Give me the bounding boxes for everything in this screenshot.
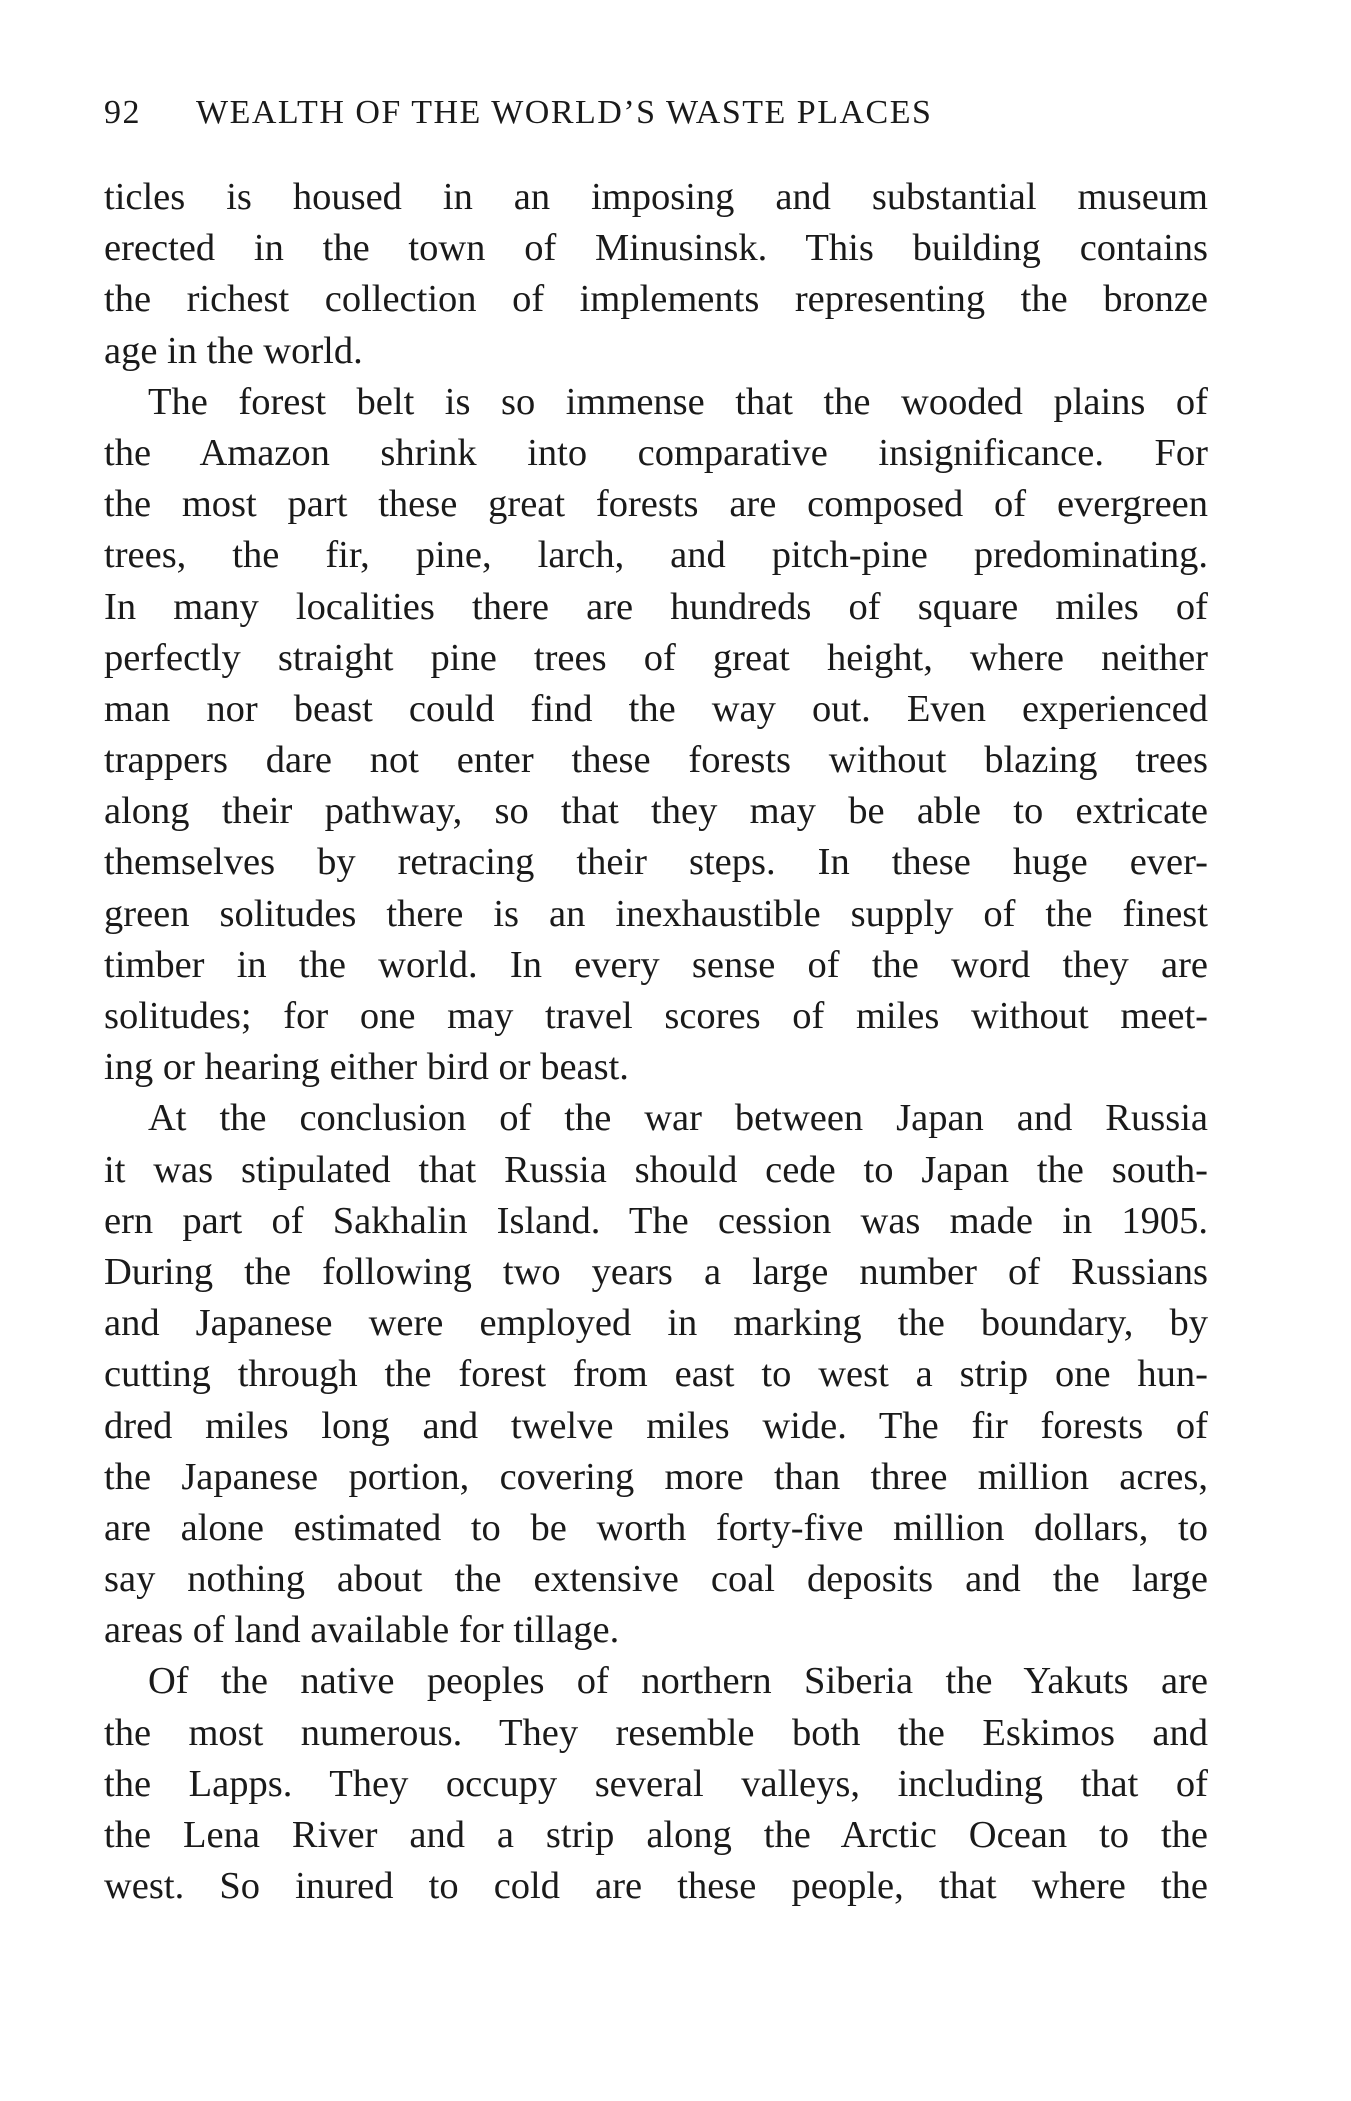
text-line: trappers dare not enter these forests without blazing trees	[104, 739, 1208, 782]
text-line: man nor beast could find the way out. Even experienced	[104, 687, 1208, 730]
text-line: the richest collection of implements representing the bronze	[104, 278, 1208, 321]
text-line: the most part these great forests are composed of evergreen	[104, 483, 1208, 526]
text-line: cutting through the forest from east to west a strip one hun-	[104, 1353, 1208, 1396]
body-text	[104, 172, 1208, 1912]
text-line: west. So inured to cold are these people, that where the	[104, 1865, 1208, 1908]
page-number: 92	[104, 94, 141, 131]
text-line: In many localities there are hundreds of square miles of	[104, 585, 1208, 628]
text-line: say nothing about the extensive coal deposits and the large	[104, 1558, 1208, 1601]
text-line: erected in the town of Minusinsk. This building contains	[104, 227, 1208, 270]
text-line: dred miles long and twelve miles wide. The fir forests of	[104, 1404, 1208, 1447]
text-line: the Lena River and a strip along the Arctic Ocean to the	[104, 1814, 1208, 1856]
text-line: the most numerous. They resemble both the Eskimos and	[104, 1711, 1208, 1754]
text-line: themselves by retracing their steps. In these huge ever-	[104, 841, 1208, 884]
text-line: During the following two years a large number of Russians	[104, 1250, 1208, 1293]
text-line: timber in the world. In every sense of the word they are	[104, 943, 1208, 986]
text-line: green solitudes there is an inexhaustible supply of the finest	[104, 892, 1208, 935]
text-line: Of the native peoples of northern Siberia the Yakuts are	[148, 1660, 1208, 1703]
text-line: solitudes; for one may travel scores of miles without meet-	[104, 995, 1208, 1037]
text-line: the Japanese portion, covering more than three million acres,	[104, 1455, 1208, 1498]
text-line: the Amazon shrink into comparative insignificance. For	[104, 431, 1208, 474]
text-line: are alone estimated to be worth forty-five million dollars, to	[104, 1506, 1208, 1549]
page-header	[104, 94, 1124, 142]
text-line: The forest belt is so immense that the wooded plains of	[148, 380, 1208, 423]
text-line: trees, the fir, pine, larch, and pitch-pine predominating.	[104, 534, 1208, 577]
text-line: At the conclusion of the war between Japan and Russia	[148, 1097, 1208, 1140]
text-line: areas of land available for tillage.	[104, 1609, 620, 1652]
text-line: ing or hearing either bird or beast.	[104, 1046, 629, 1089]
running-head: WEALTH OF THE WORLD’S WASTE PLACES	[196, 94, 933, 131]
text-line: age in the world.	[104, 329, 363, 372]
text-line: and Japanese were employed in marking the boundary, by	[104, 1302, 1208, 1345]
text-line: along their pathway, so that they may be able to extricate	[104, 790, 1208, 833]
text-line: ern part of Sakhalin Island. The cession was made in 1905.	[104, 1199, 1208, 1242]
text-line: perfectly straight pine trees of great height, where neither	[104, 636, 1208, 679]
text-line: the Lapps. They occupy several valleys, including that of	[104, 1762, 1208, 1805]
text-line: it was stipulated that Russia should cede to Japan the south-	[104, 1148, 1208, 1191]
text-line: ticles is housed in an imposing and substantial museum	[104, 176, 1208, 218]
